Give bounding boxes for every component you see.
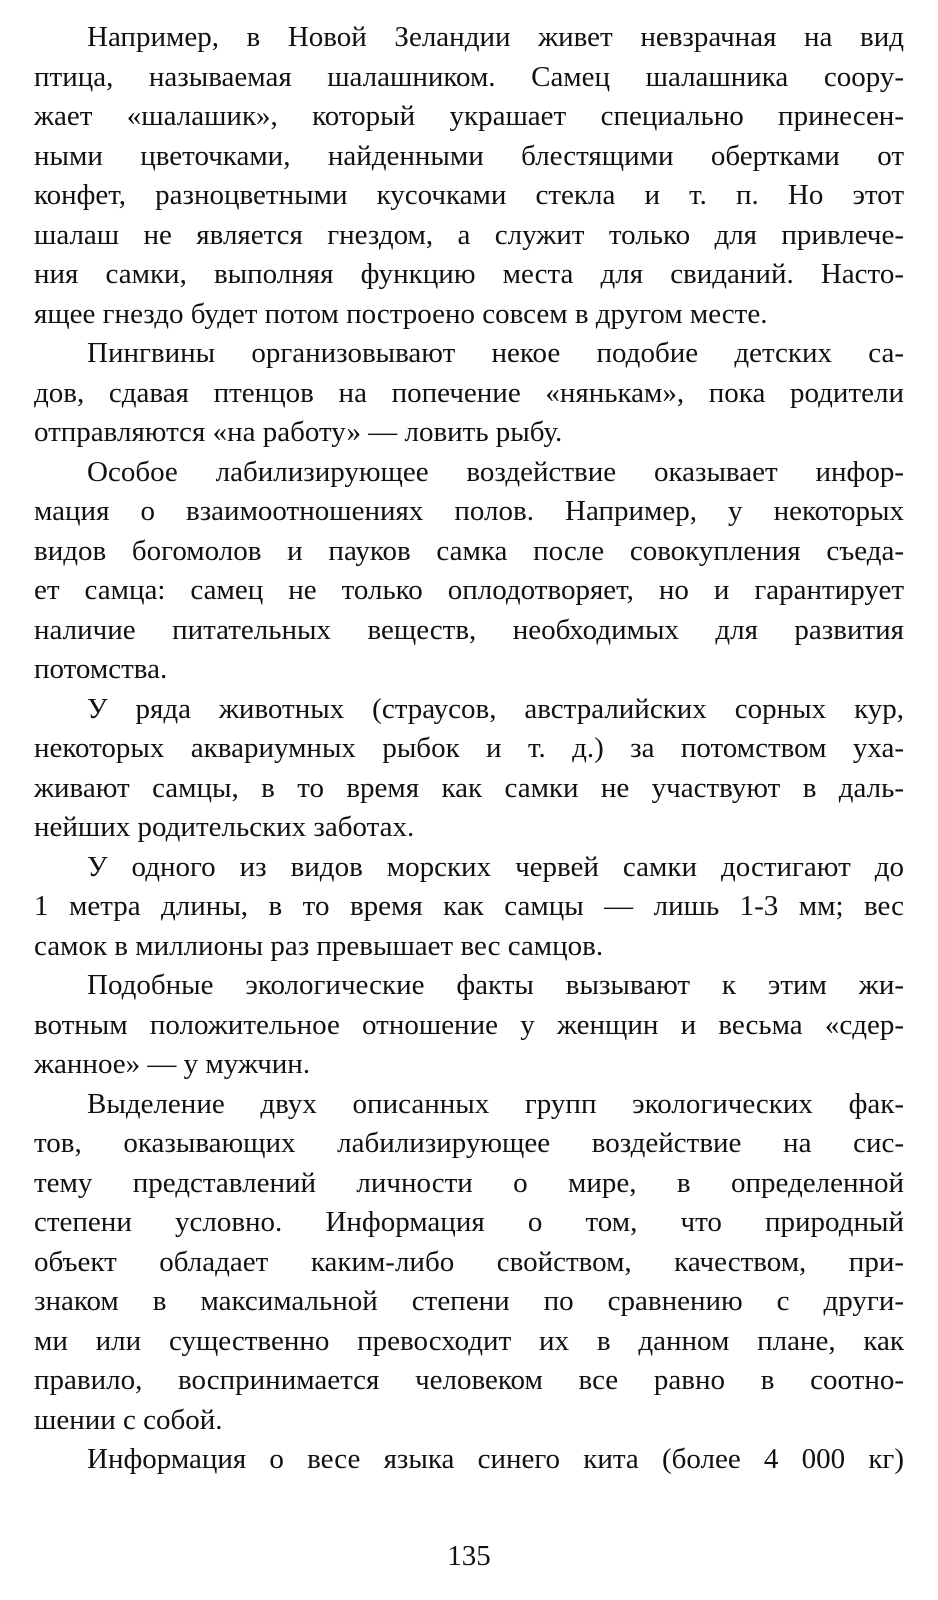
text-line: дов, сдавая птенцов на попечение «нянькам», пока родители — [34, 376, 904, 409]
body-text — [34, 18, 904, 1480]
text-line: тов, оказывающих лабилизирующее воздействие на сис- — [34, 1127, 904, 1159]
text-line: Пингвины организовывают некое подобие детских са- — [87, 337, 904, 369]
text-line: птица, называемая шалашником. Самец шалашника соору- — [34, 60, 904, 93]
text-line: живают самцы, в то время как самки не участвуют в даль- — [34, 771, 904, 804]
text-line: шении с собой. — [34, 1403, 223, 1436]
text-line: Информация о весе языка синего кита (более 4 000 кг) — [87, 1443, 904, 1475]
text-line: отправляются «на работу» — ловить рыбу. — [34, 416, 563, 448]
text-line: правило, воспринимается человеком все равно в соотно- — [34, 1364, 904, 1396]
text-line: ми или существенно превосходит их в данном плане, как — [34, 1324, 904, 1357]
text-line: нейших родительских заботах. — [34, 811, 415, 843]
text-line: Подобные экологические факты вызывают к этим жи- — [87, 969, 904, 1001]
text-line: некоторых аквариумных рыбок и т. д.) за потомством уха- — [34, 732, 904, 764]
text-line: самок в миллионы раз превышает вес самцов. — [34, 929, 604, 962]
text-line: Выделение двух описанных групп экологических фак- — [87, 1087, 904, 1120]
text-line: вотным положительное отношение у женщин и весьма «сдер- — [34, 1008, 904, 1041]
text-line: видов богомолов и пауков самка после совокупления съеда- — [34, 534, 904, 567]
text-line: степени условно. Информация о том, что природный — [34, 1206, 904, 1238]
text-line: жает «шалашик», который украшает специально принесен- — [34, 100, 904, 132]
text-line: ящее гнездо будет потом построено совсем в другом месте. — [34, 297, 768, 330]
page-number: 135 — [447, 1540, 491, 1572]
text-line: У одного из видов морских червей самки достигают до — [87, 850, 904, 883]
text-line: потомства. — [34, 653, 168, 685]
text-line: ными цветочками, найденными блестящими обертками от — [34, 139, 904, 172]
text-line: ния самки, выполняя функцию места для свиданий. Насто- — [34, 258, 904, 290]
text-line: жанное» — у мужчин. — [34, 1048, 311, 1080]
text-line: Особое лабилизирующее воздействие оказывает инфор- — [87, 455, 904, 488]
text-line: ет самца: самец не только оплодотворяет, но и гарантирует — [34, 574, 904, 606]
text-line: 1 метра длины, в то время как самцы — лишь 1-3 мм; вес — [34, 890, 904, 922]
text-line: тему представлений личности о мире, в определенной — [34, 1166, 904, 1199]
text-line: У ряда животных (страусов, австралийских сорных кур, — [87, 692, 904, 725]
text-line: шалаш не является гнездом, а служит только для привлече- — [34, 218, 904, 251]
text-line: мация о взаимоотношениях полов. Например, у некоторых — [34, 495, 904, 527]
text-line: объект обладает каким-либо свойством, качеством, при- — [34, 1245, 904, 1278]
text-line: Например, в Новой Зеландии живет невзрачная на вид — [87, 21, 904, 53]
text-line: знаком в максимальной степени по сравнению с други- — [34, 1285, 904, 1317]
text-line: наличие питательных веществ, необходимых для развития — [34, 613, 904, 646]
text-line: конфет, разноцветными кусочками стекла и т. п. Но этот — [34, 179, 904, 211]
